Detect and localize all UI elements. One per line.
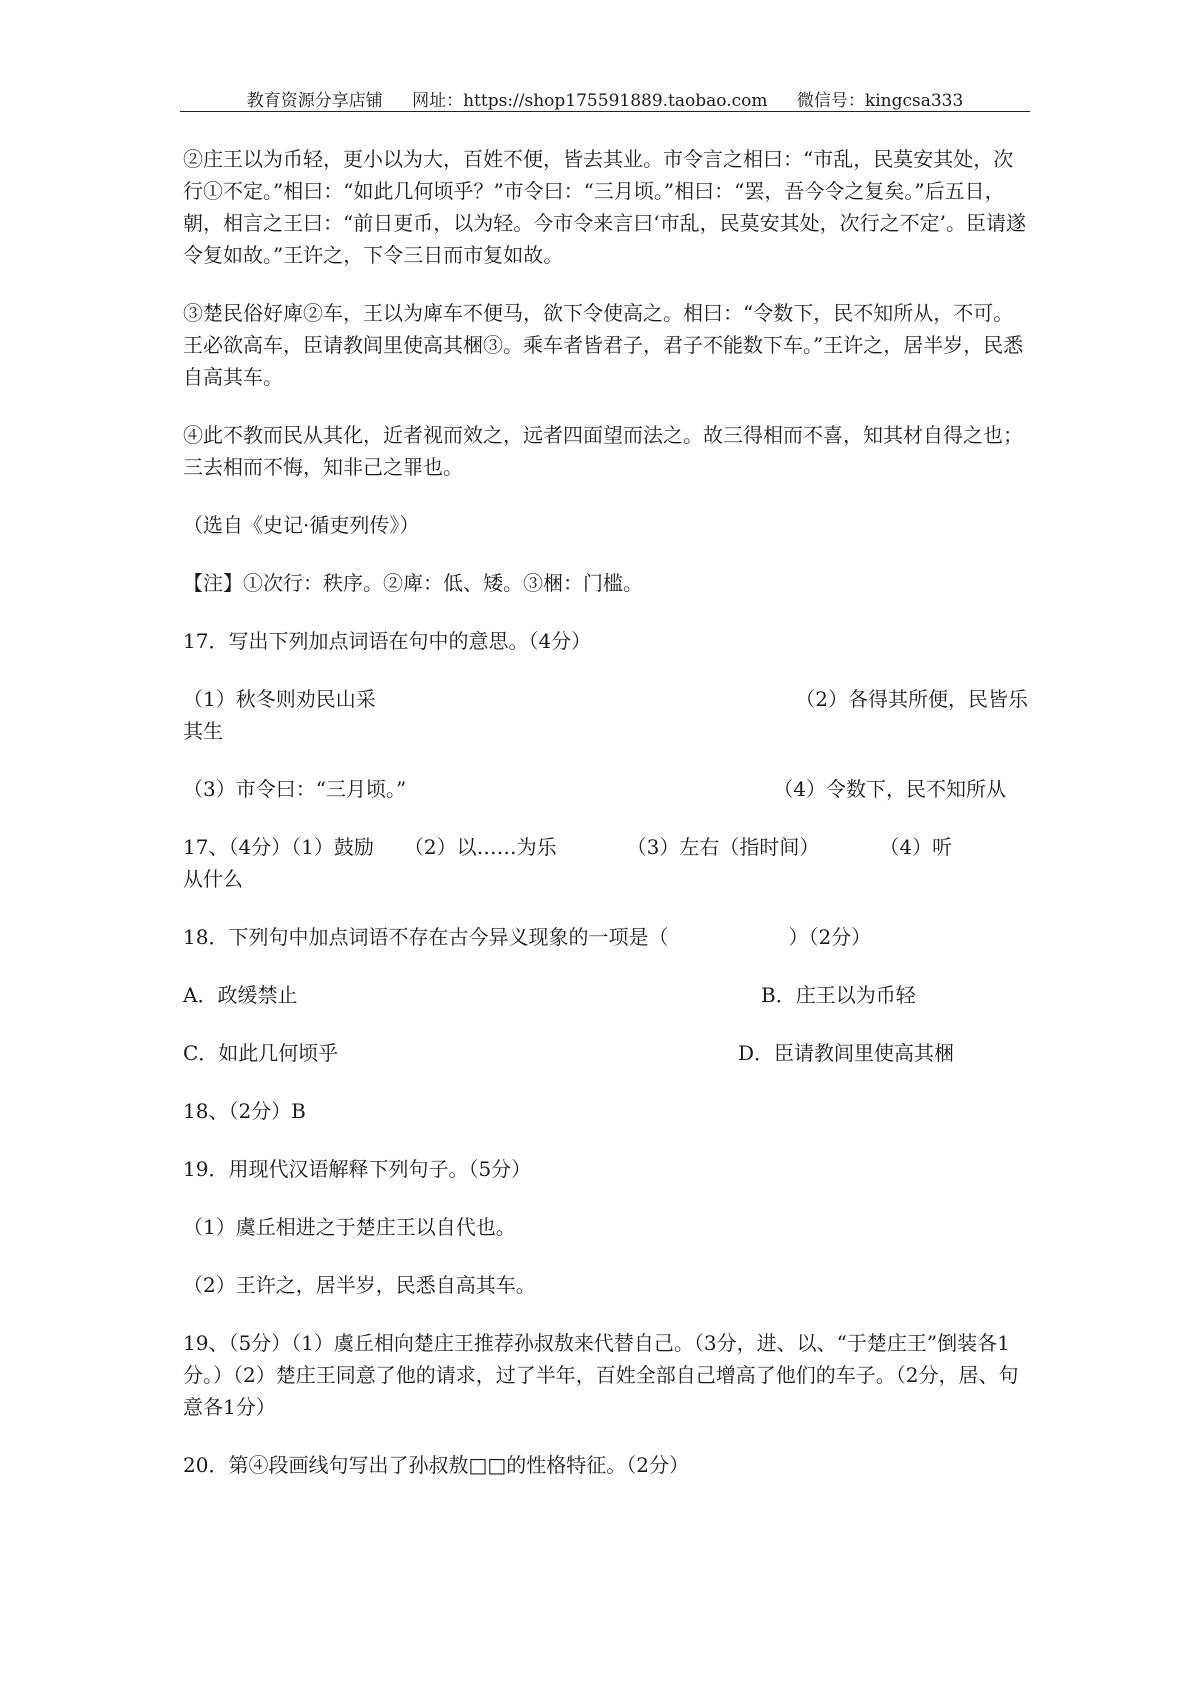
passage-paragraph-2: ②庄王以为币轻，更小以为大，百姓不便，皆去其业。市令言之相曰：“市乱，民莫安其处，次行①不定。”相曰：“如此几何顷乎？”市令曰：“三月顷。”相曰：“罢，吾今令之复矣。”后五日，朝，相言之王曰：“前日更币，以为轻。今市令来言曰‘市乱，民莫安其处，次行之不定’。臣请遂令复如故。”王许之，下令三日而市复如故。: [183, 147, 1026, 267]
q17-question: 17．写出下列加点词语在句中的意思。（4分）: [183, 629, 592, 653]
header-url: 网址：https://shop175591889.taobao.com: [412, 91, 768, 111]
q18-question: 18．下列句中加点词语不存在古今异义现象的一项是（ ）（2分）: [183, 925, 872, 949]
q18-options-row-1: [183, 979, 1028, 1011]
header-divider: [180, 111, 1030, 112]
q18-options-row-2: [183, 1037, 1028, 1069]
q17-items-row-1: [183, 683, 1028, 715]
q18-option-a: A．政缓禁止: [183, 983, 298, 1007]
document-body: [183, 143, 1028, 1481]
q17-item-2-cont: 其生: [183, 719, 223, 743]
q17-item-2: （2）各得其所便，民皆乐: [795, 687, 1028, 711]
q18-answer: 18、（2分）B: [183, 1099, 306, 1123]
passage-paragraph-4: ④此不教而民从其化，近者视而效之，远者四面望而法之。故三得相而不喜，知其材自得之也；三去相而不悔，知非己之罪也。: [183, 423, 1023, 479]
q20-question: 20．第④段画线句写出了孙叔敖□□的性格特征。（2分）: [183, 1453, 689, 1477]
q19-item-1: （1）虞丘相进之于楚庄王以自代也。: [183, 1215, 516, 1239]
q17-answer: 17、（4分）（1）鼓励 （2）以……为乐 （3）左右（指时间） （4）听: [183, 835, 953, 859]
q17-item-1: （1）秋冬则劝民山采: [183, 687, 376, 711]
q17-item-4: （4）令数下，民不知所从: [773, 777, 1006, 801]
q19-question: 19．用现代汉语解释下列句子。（5分）: [183, 1157, 532, 1181]
page-header: [180, 86, 1030, 111]
q19-item-2: （2）王许之，居半岁，民悉自高其车。: [183, 1273, 536, 1297]
q17-answer-cont: 从什么: [183, 867, 243, 891]
q17-item-3: （3）市令曰：“三月顷。”: [183, 777, 407, 801]
q18-option-b: B．庄王以为币轻: [761, 983, 916, 1007]
passage-notes: 【注】①次行：秩序。②庳：低、矮。③梱：门槛。: [183, 571, 643, 595]
q17-items-row-2: [183, 773, 1028, 805]
passage-paragraph-3: ③楚民俗好庳②车，王以为庳车不便马，欲下令使高之。相曰：“令数下，民不知所从，不可。王必欲高车，臣请教闾里使高其梱③。乘车者皆君子，君子不能数下车。”王许之，居半岁，民悉自高其车。: [183, 301, 1024, 389]
q19-answer: 19、（5分）（1）虞丘相向楚庄王推荐孙叔敖来代替自己。（3分，进、以、“于楚庄王”倒装各1分。）（2）楚庄王同意了他的请求，过了半年，百姓全部自己增高了他们的车子。（2分，居、句意各1分）: [183, 1331, 1019, 1419]
header-shop: 教育资源分享店铺: [246, 91, 383, 111]
passage-source: （选自《史记·循吏列传》）: [183, 513, 420, 537]
header-wechat: 微信号：kingcsa333: [796, 91, 964, 111]
q18-option-d: D．臣请教闾里使高其梱: [738, 1041, 955, 1065]
q18-option-c: C．如此几何顷乎: [183, 1041, 339, 1065]
